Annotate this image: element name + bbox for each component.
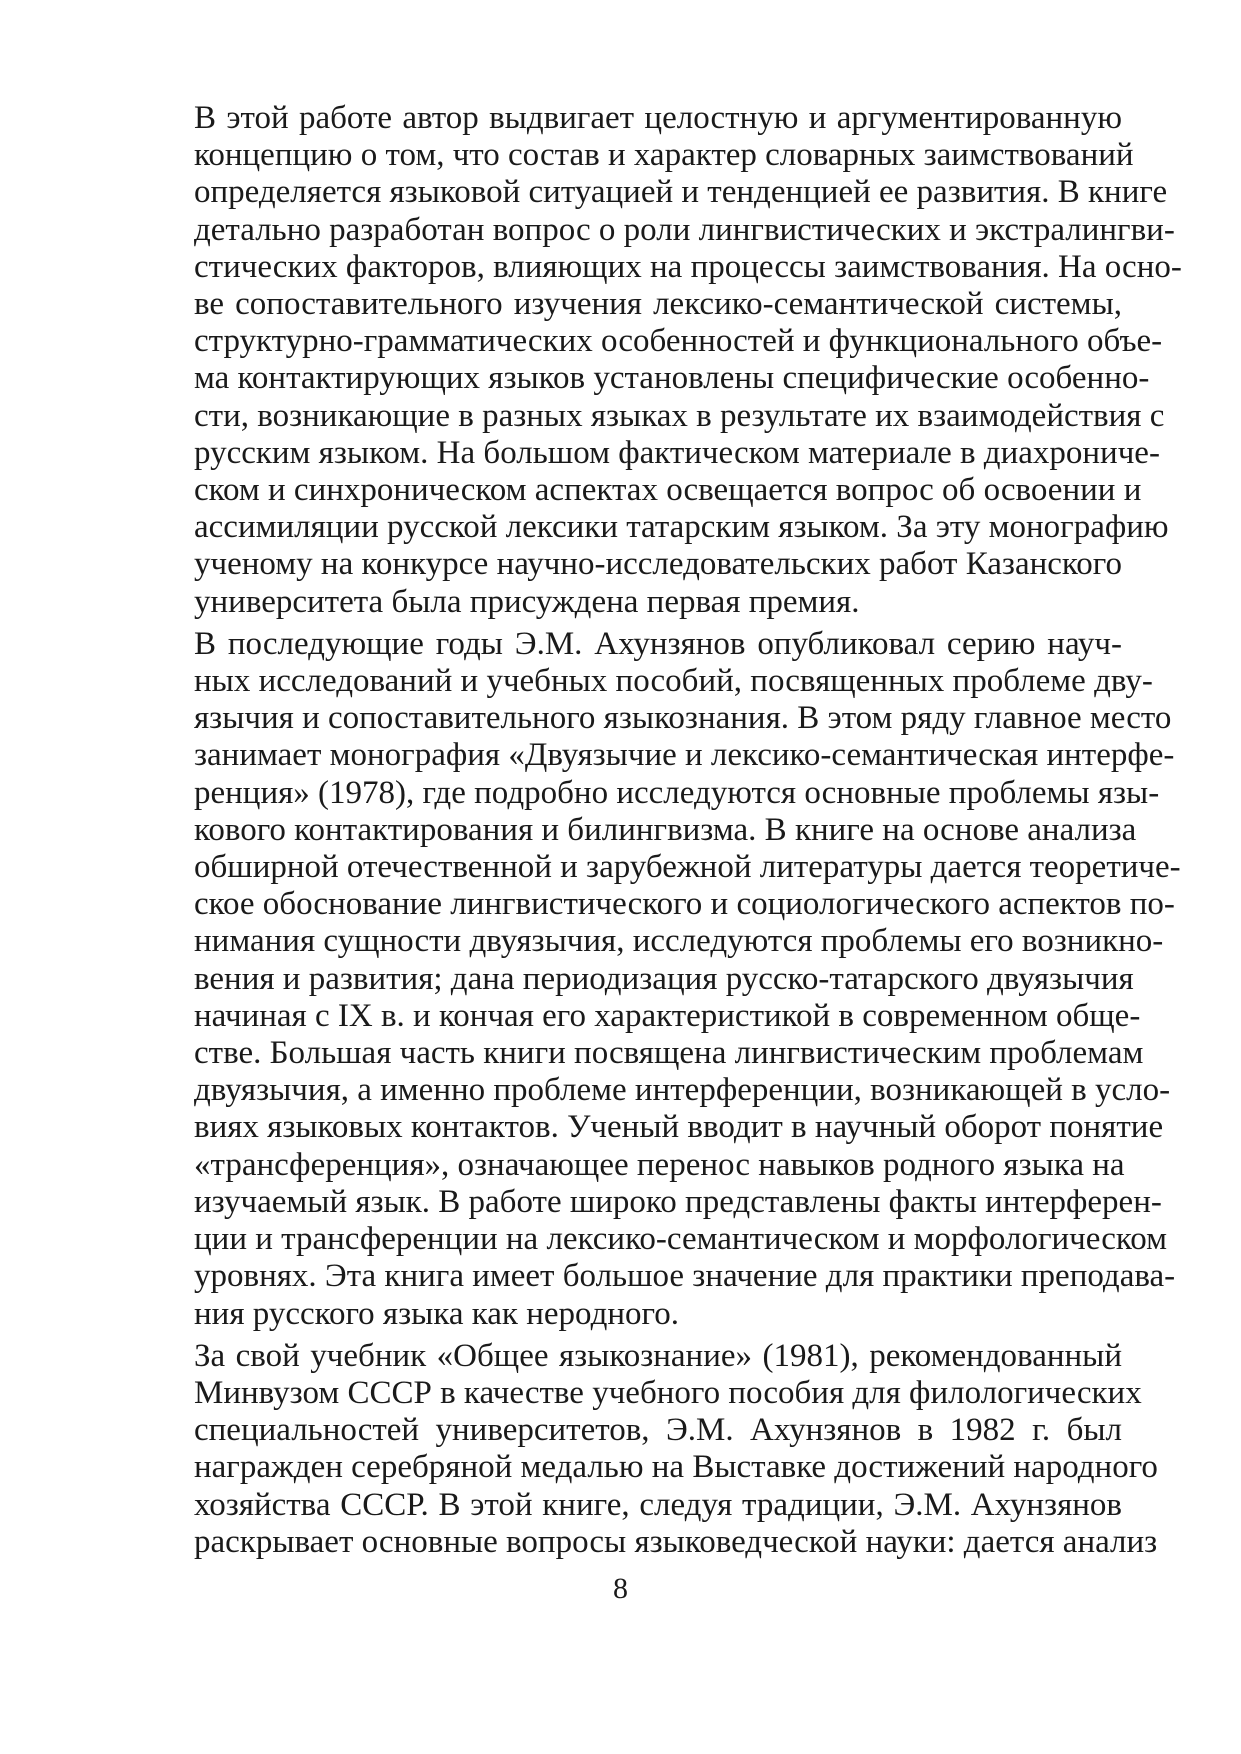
text-line: В последующие годы Э.М. Ахунзянов опубликовал серию науч- xyxy=(194,625,1122,662)
text-line: ных исследований и учебных пособий, посвященных проблеме дву- xyxy=(194,663,1153,700)
text-line: русским языком. На большом фактическом материале в диахрониче- xyxy=(194,434,1160,471)
text-line: «трансференция», означающее перенос навыков родного языка на xyxy=(194,1146,1125,1183)
text-line: определяется языковой ситуацией и тенденцией ее развития. В книге xyxy=(194,174,1168,211)
text-line: язычия и сопоставительного языкознания. В этом ряду главное место xyxy=(194,700,1172,737)
text-line: концепцию о том, что состав и характер словарных заимствований xyxy=(194,137,1134,174)
text-line: структурно-грамматических особенностей и функционального объе- xyxy=(194,323,1163,360)
text-line: ции и трансференции на лексико-семантическом и морфологическом xyxy=(194,1221,1167,1258)
text-line: ве сопоставительного изучения лексико-семантической системы, xyxy=(194,286,1122,323)
text-line: кового контактирования и билингвизма. В книге на основе анализа xyxy=(194,811,1137,848)
text-line: Минвузом СССР в качестве учебного пособия для филологических xyxy=(194,1374,1142,1411)
text-line: двуязычия, а именно проблеме интерференции, возникающей в усло- xyxy=(194,1072,1171,1109)
text-line: В этой работе автор выдвигает целостную и аргументированную xyxy=(194,100,1122,136)
text-line: вения и развития; дана периодизация русско-татарского двуязычия xyxy=(194,960,1134,997)
text-line: хозяйства СССР. В этой книге, следуя традиции, Э.М. Ахунзянов xyxy=(194,1486,1122,1523)
text-line: ния русского языка как неродного. xyxy=(194,1295,679,1332)
text-line: изучаемый язык. В работе широко представлены факты интерферен- xyxy=(194,1183,1162,1220)
text-line: ское обоснование лингвистического и социологического аспектов по- xyxy=(194,886,1175,923)
text-line: виях языковых контактов. Ученый вводит в научный оборот понятие xyxy=(194,1109,1164,1146)
text-line: занимает монография «Двуязычие и лексико-семантическая интерфе- xyxy=(194,737,1175,774)
paragraph-2 xyxy=(118,625,1181,1333)
paragraph-3 xyxy=(118,1337,1158,1561)
text-line: стических факторов, влияющих на процессы заимствования. На осно- xyxy=(194,248,1182,285)
text-line: ренция» (1978), где подробно исследуются основные проблемы язы- xyxy=(194,774,1160,811)
text-line: ассимиляции русской лексики татарским языком. За эту монографию xyxy=(194,509,1169,546)
text-line: ма контактирующих языков установлены специфические особенно- xyxy=(194,360,1150,397)
text-line: детально разработан вопрос о роли лингвистических и экстралингви- xyxy=(194,211,1175,248)
text-line: стве. Большая часть книги посвящена лингвистическим проблемам xyxy=(194,1035,1144,1072)
text-line: нимания сущности двуязычия, исследуются проблемы его возникно- xyxy=(194,923,1164,960)
page-number: 8 xyxy=(613,1572,628,1605)
document-page xyxy=(118,100,1182,1566)
paragraph-1 xyxy=(118,100,1182,621)
text-line: награжден серебряной медалью на Выставке достижений народного xyxy=(194,1449,1158,1486)
text-line: обширной отечественной и зарубежной литературы дается теоретиче- xyxy=(194,849,1181,886)
text-line: университета была присуждена первая премия. xyxy=(194,583,860,620)
text-line: уровнях. Эта книга имеет большое значение для практики преподава- xyxy=(194,1258,1176,1295)
text-line: сти, возникающие в разных языках в результате их взаимодействия с xyxy=(194,397,1165,434)
text-line: специальностей университетов, Э.М. Ахунзянов в 1982 г. был xyxy=(194,1412,1122,1449)
text-line: За свой учебник «Общее языкознание» (1981), рекомендованный xyxy=(194,1337,1122,1374)
text-line: начиная с IX в. и кончая его характеристикой в современном обще- xyxy=(194,997,1141,1034)
text-line: раскрывает основные вопросы языковедческой науки: дается анализ xyxy=(194,1523,1158,1560)
text-line: ученому на конкурсе научно-исследовательских работ Казанского xyxy=(194,546,1122,583)
text-line: ском и синхроническом аспектах освещается вопрос об освоении и xyxy=(194,472,1142,509)
